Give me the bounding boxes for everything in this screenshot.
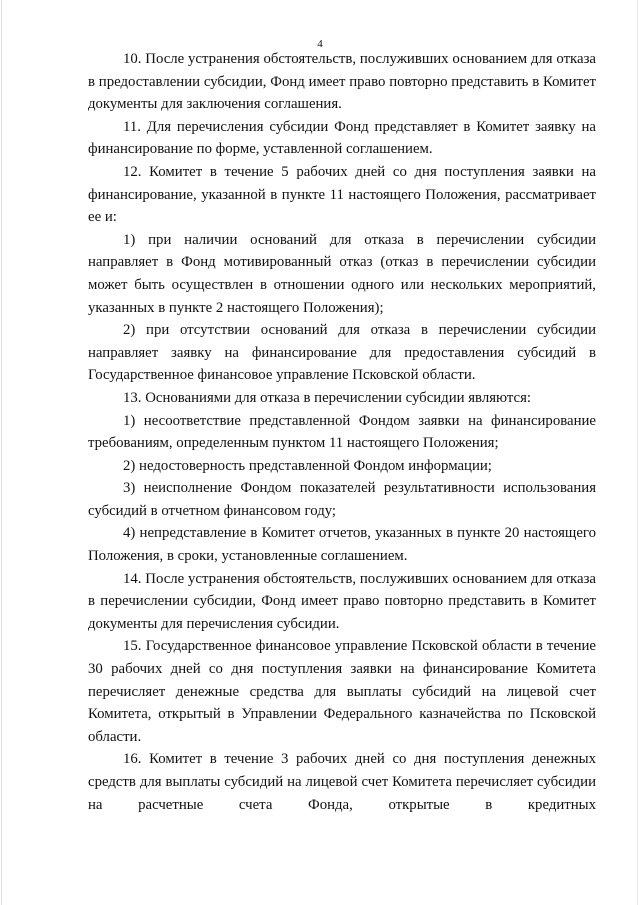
- paragraph-11: 11. Для перечисления субсидии Фонд представляет в Комитет заявку на финансирование по форме, уставленной соглашением.: [88, 118, 596, 158]
- page-edge-left: [1, 0, 2, 905]
- document-body: [88, 48, 596, 816]
- paragraph-13: 13. Основаниями для отказа в перечислении субсидии являются:: [123, 389, 532, 406]
- page-edge-right: [637, 0, 638, 905]
- paragraph-15: 15. Государственное финансовое управление Псковской области в течение 30 рабочих дней со дня поступления заявки на финансирование Комитета перечисляет денежные средства для выплаты субсидий на лицевой счет Комитета, открытый в Управлении Федерального казначейства по Псковской области.: [88, 638, 596, 745]
- paragraph-13-item-2: 2) недостоверность представленной Фондом информации;: [123, 457, 492, 474]
- paragraph-13-item-3: 3) неисполнение Фондом показателей результативности использования субсидий в отчетном финансовом году;: [88, 480, 596, 519]
- paragraph-12: 12. Комитет в течение 5 рабочих дней со дня поступления заявки на финансирование, указанной в пункте 11 настоящего Положения, рассматривает ее и:: [88, 163, 596, 226]
- paragraph-10: 10. После устранения обстоятельств, послуживших основанием для отказа в предоставлении субсидии, Фонд имеет право повторно представить в Комитет документы для заключения соглашения.: [88, 51, 596, 113]
- paragraph-13-item-4: 4) непредставление в Комитет отчетов, указанных в пункте 20 настоящего Положения, в сроки, установленные соглашением.: [88, 525, 596, 565]
- paragraph-14: 14. После устранения обстоятельств, послуживших основанием для отказа в перечислении субсидии, Фонд имеет право повторно представить в Комитет документы для перечисления субсидии.: [88, 570, 596, 632]
- paragraph-12-item-2: 2) при отсутствии оснований для отказа в перечислении субсидии направляет заявку на финансирование для предоставления субсидий в Государственное финансовое управление Псковской области.: [88, 322, 596, 384]
- paragraph-13-item-1: 1) несоответствие представленной Фондом заявки на финансирование требованиям, определенным пунктом 11 настоящего Положения;: [88, 412, 596, 452]
- paragraph-16: 16. Комитет в течение 3 рабочих дней со дня поступления денежных средств для выплаты субсидий на лицевой счет Комитета перечисляет субсидии на расчетные счета Фонда, открытые в кредитных: [88, 751, 596, 813]
- page-number: 4: [317, 38, 323, 50]
- paragraph-12-item-1: 1) при наличии оснований для отказа в перечислении субсидии направляет в Фонд мотивированный отказ (отказ в перечислении субсидии может быть осуществлен в отношении одного или нескольких мероприятий, указанных в пункте 2 настоящего Положения);: [88, 231, 596, 316]
